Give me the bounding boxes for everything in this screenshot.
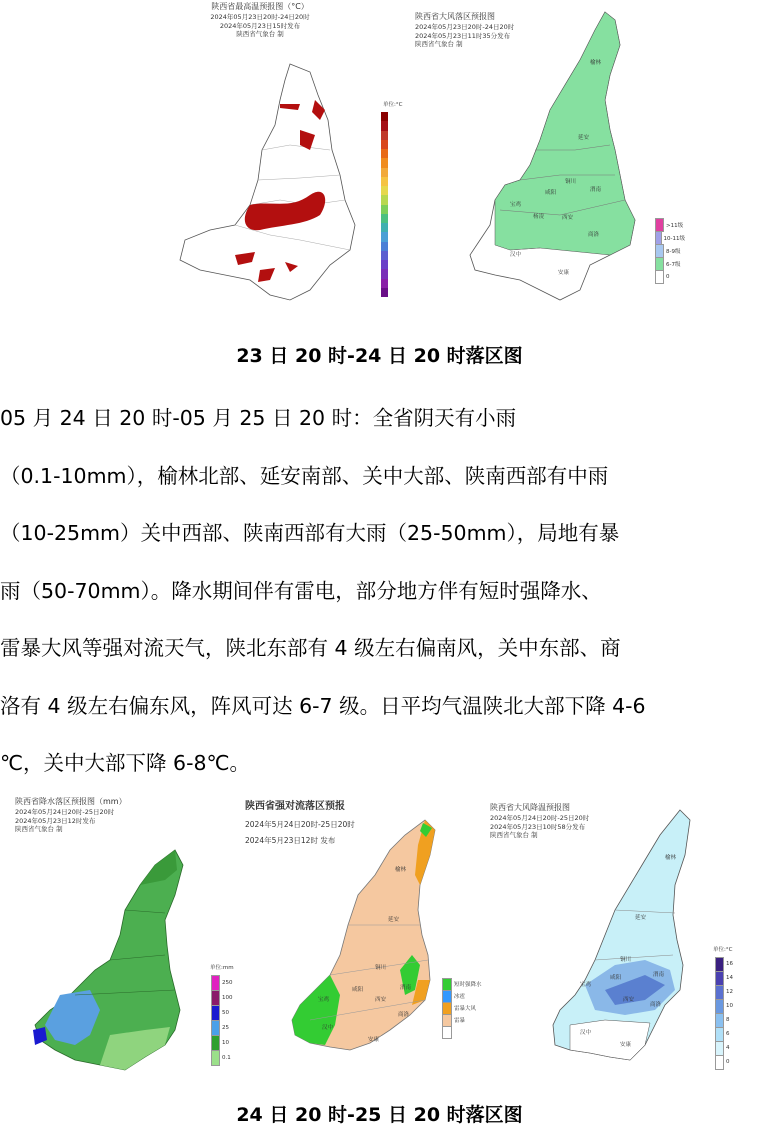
map5-legend-item (715, 985, 745, 999)
map3-legend-swatch (211, 1020, 220, 1036)
map2-city-xianyang: 咸阳 (545, 190, 557, 196)
map2-legend-item (655, 244, 685, 257)
map5-legend-label: 0 (726, 1059, 730, 1065)
map4-legend-item (442, 1002, 482, 1014)
map3-legend-item (211, 1020, 241, 1035)
map3-legend-label: 25 (222, 1024, 229, 1031)
map1-shape (140, 0, 410, 310)
caption-1: 23 日 20 时-24 日 20 时落区图 (236, 345, 523, 367)
map2-city-xian: 西安 (562, 215, 574, 221)
map5-legend-swatch (715, 985, 724, 1000)
map5-legend-label: 10 (726, 1003, 733, 1009)
map5-legend-swatch (715, 957, 724, 972)
map2-city-tongchuan: 铜川 (565, 179, 577, 185)
map3-legend-swatch (211, 975, 220, 991)
precipitation-map (15, 795, 240, 1085)
caption-2: 24 日 20 时-25 日 20 时落区图 (236, 1104, 523, 1126)
map5-legend-unit: 单位:°C (713, 947, 733, 953)
map1-issued: 2024年05月23日15时发布 (219, 21, 301, 30)
map1-legend-swatch (381, 288, 388, 297)
forecast-line-4: 雨（50-70mm）。降水期间伴有雷电，部分地方伴有短时强降水、 (0, 578, 602, 603)
map1-legend-swatch (381, 269, 388, 278)
forecast-line-6: 洛有 4 级左右偏东风，阵风可达 6-7 级。日平均气温陕北大部下降 4-6 (0, 693, 646, 718)
map2-legend-label: 8-9级 (666, 248, 681, 255)
map2-legend-label: 6-7级 (666, 261, 681, 268)
map5-city-yulin: 榆林 (665, 855, 677, 861)
map4-legend-label: 雷暴大风 (454, 1006, 477, 1012)
map3-legend-item (211, 1035, 241, 1050)
map3-legend-swatch (211, 1005, 220, 1021)
map4-legend-item (442, 978, 482, 990)
map4-city-xianyang: 咸阳 (352, 987, 364, 993)
map5-city-tongchuan: 铜川 (620, 957, 632, 963)
map1-legend-swatch (381, 158, 388, 167)
map4-issued: 2024年5月23日12时 发布 (245, 835, 336, 845)
map4-city-shangluo: 商洛 (398, 1012, 410, 1018)
map2-city-hanzhong: 汉中 (510, 252, 522, 258)
map2-city-shangluo: 商洛 (588, 232, 600, 238)
map2-city-yanan: 延安 (578, 135, 590, 141)
map5-legend-label: 12 (726, 989, 733, 995)
map2-producer: 陕西省气象台 制 (415, 40, 463, 49)
map3-legend-label: 50 (222, 1009, 229, 1016)
map5-legend-swatch (715, 1041, 724, 1056)
map1-legend-swatch (381, 205, 388, 214)
map3-shape (15, 795, 240, 1085)
forecast-line-1: 05 月 24 日 20 时-05 月 25 日 20 时：全省阴天有小雨 (0, 406, 517, 430)
map3-legend (211, 975, 241, 1065)
map1-title: 陕西省最高温预报图（°C） (211, 2, 309, 11)
map1-legend-swatch (381, 279, 388, 288)
map4-city-yanan: 延安 (388, 917, 400, 923)
map3-legend-label: 10 (222, 1039, 229, 1046)
map1-legend-swatch (381, 232, 388, 241)
map5-city-ankang: 安康 (620, 1042, 632, 1048)
map1-legend-bar (381, 112, 388, 297)
map2-issued: 2024年05月23日11时35分发布 (415, 31, 511, 40)
map3-legend-label: 0.1 (222, 1054, 231, 1061)
forecast-line-5: 雷暴大风等强对流天气，陕北东部有 4 级左右偏南风，关中东部、商 (0, 636, 621, 660)
map1-legend-swatch (381, 195, 388, 204)
max-temperature-map (140, 0, 410, 310)
map1-producer: 陕西省气象台 制 (236, 30, 284, 39)
map1-legend-swatch (381, 214, 388, 223)
map5-legend-label: 4 (726, 1045, 730, 1051)
wind-cooling-map (485, 795, 745, 1085)
map3-producer: 陕西省气象台 制 (15, 825, 63, 834)
map5-city-hanzhong: 汉中 (580, 1030, 592, 1036)
map2-city-weinan: 渭南 (590, 187, 602, 193)
map1-legend-swatch (381, 149, 388, 158)
map5-title: 陕西省大风降温预报图 (490, 803, 570, 812)
map2-legend-swatch (655, 218, 664, 232)
map2-city-yulin: 榆林 (590, 60, 602, 66)
map3-legend-item (211, 990, 241, 1005)
map3-issued: 2024年05月23日12时发布 (15, 816, 96, 825)
map5-legend-label: 8 (726, 1017, 730, 1023)
wind-map (410, 0, 685, 310)
map2-city-baoji: 宝鸡 (510, 202, 522, 208)
map1-legend-swatch (381, 251, 388, 260)
map5-legend-item (715, 1027, 745, 1041)
map4-legend-label: 冰雹 (454, 994, 466, 1000)
map5-legend-label: 16 (726, 961, 733, 967)
map4-shape (240, 795, 480, 1085)
map4-legend-label: 雷暴 (454, 1018, 466, 1024)
map4-city-hanzhong: 汉中 (322, 1025, 334, 1031)
map3-legend-swatch (211, 1035, 220, 1051)
map5-legend-swatch (715, 999, 724, 1014)
forecast-line-7: ℃，关中大部下降 6-8℃。 (0, 751, 251, 775)
map1-legend-swatch (381, 140, 388, 149)
map5-time-range: 2024年05月24日20时-25日20时 (490, 813, 590, 822)
map2-time-range: 2024年05月23日20时-24日20时 (415, 22, 515, 31)
map5-legend (715, 957, 745, 1069)
map5-legend-swatch (715, 1055, 724, 1070)
map2-legend-label: 0 (666, 273, 670, 280)
map5-legend-swatch (715, 1027, 724, 1042)
forecast-line-3: （10-25mm）关中西部、陕南西部有大雨（25-50mm），局地有暴 (0, 521, 620, 545)
map5-city-xian: 西安 (623, 997, 635, 1003)
map4-legend-item (442, 1014, 482, 1026)
map4-legend-swatch (442, 1026, 452, 1039)
severe-convection-map (240, 795, 480, 1085)
map2-legend-label: 10-11级 (663, 235, 685, 242)
map3-legend-item (211, 975, 241, 990)
map5-city-baoji: 宝鸡 (580, 982, 592, 988)
map5-city-shangluo: 商洛 (650, 1002, 662, 1008)
map5-legend-item (715, 971, 745, 985)
map5-legend-label: 14 (726, 975, 733, 981)
map2-legend-label: >11级 (666, 222, 684, 229)
map4-city-weinan: 渭南 (400, 985, 412, 991)
map4-time-range: 2024年5月24日20时-25日20时 (245, 819, 355, 829)
map2-legend-swatch (655, 257, 664, 271)
map4-legend (442, 978, 482, 1038)
map5-legend-item (715, 1041, 745, 1055)
map2-shape (410, 0, 680, 310)
map5-legend-item (715, 957, 745, 971)
map3-time-range: 2024年05月24日20时-25日20时 (15, 807, 115, 816)
map5-shape (485, 795, 745, 1085)
map4-legend-item (442, 1026, 482, 1038)
map4-city-ankang: 安康 (368, 1037, 380, 1043)
map1-legend-swatch (381, 242, 388, 251)
map2-city-ankang: 安康 (558, 270, 570, 276)
map5-legend-swatch (715, 971, 724, 986)
map2-legend-item (655, 231, 685, 244)
map4-city-baoji: 宝鸡 (318, 997, 330, 1003)
map1-legend-swatch (381, 260, 388, 269)
map4-legend-label: 短时强降水 (454, 982, 482, 988)
map5-producer: 陕西省气象台 制 (490, 831, 538, 840)
map4-city-yulin: 榆林 (395, 867, 407, 873)
map3-title: 陕西省降水落区预报图（mm） (15, 797, 127, 806)
map2-legend-item (655, 270, 685, 283)
map1-legend-swatch (381, 131, 388, 140)
map4-city-tongchuan: 铜川 (375, 965, 387, 971)
map4-legend-item (442, 990, 482, 1002)
map5-city-xianyang: 咸阳 (610, 975, 622, 981)
map1-legend-swatch (381, 168, 388, 177)
map1-legend-swatch (381, 177, 388, 186)
map5-legend-label: 6 (726, 1031, 730, 1037)
map1-legend-swatch (381, 223, 388, 232)
map3-legend-item (211, 1005, 241, 1020)
map3-legend-unit: 单位:mm (210, 965, 234, 971)
map2-legend-swatch (655, 244, 664, 258)
map3-legend-swatch (211, 1050, 220, 1066)
map2-legend (655, 218, 685, 283)
map2-legend-item (655, 218, 685, 231)
map2-legend-item (655, 257, 685, 270)
map5-legend-item (715, 1013, 745, 1027)
map2-title: 陕西省大风落区预报图 (415, 12, 495, 21)
map4-title: 陕西省强对流落区预报 (245, 801, 345, 812)
map3-legend-swatch (211, 990, 220, 1006)
map1-legend-swatch (381, 186, 388, 195)
map3-legend-label: 250 (222, 979, 233, 986)
map1-legend-swatch (381, 112, 388, 121)
forecast-line-2: （0.1-10mm），榆林北部、延安南部、关中大部、陕南西部有中雨 (0, 463, 609, 488)
map5-legend-item (715, 1055, 745, 1069)
map1-time-range: 2024年05月23日20时-24日20时 (210, 12, 310, 21)
forecast-text (0, 390, 759, 793)
map2-legend-swatch (655, 231, 662, 245)
map3-legend-label: 100 (222, 994, 233, 1001)
map2-city-yangling: 杨凌 (533, 214, 545, 220)
map5-city-yanan: 延安 (635, 915, 647, 921)
map1-legend-swatch (381, 121, 388, 130)
map5-legend-item (715, 999, 745, 1013)
map4-city-xian: 西安 (375, 997, 387, 1003)
map5-legend-swatch (715, 1013, 724, 1028)
map3-legend-item (211, 1050, 241, 1065)
map2-legend-swatch (655, 270, 664, 284)
map5-city-weinan: 渭南 (653, 972, 665, 978)
map5-issued: 2024年05月23日10时58分发布 (490, 822, 586, 831)
map1-legend-unit: 单位:°C (383, 102, 403, 108)
